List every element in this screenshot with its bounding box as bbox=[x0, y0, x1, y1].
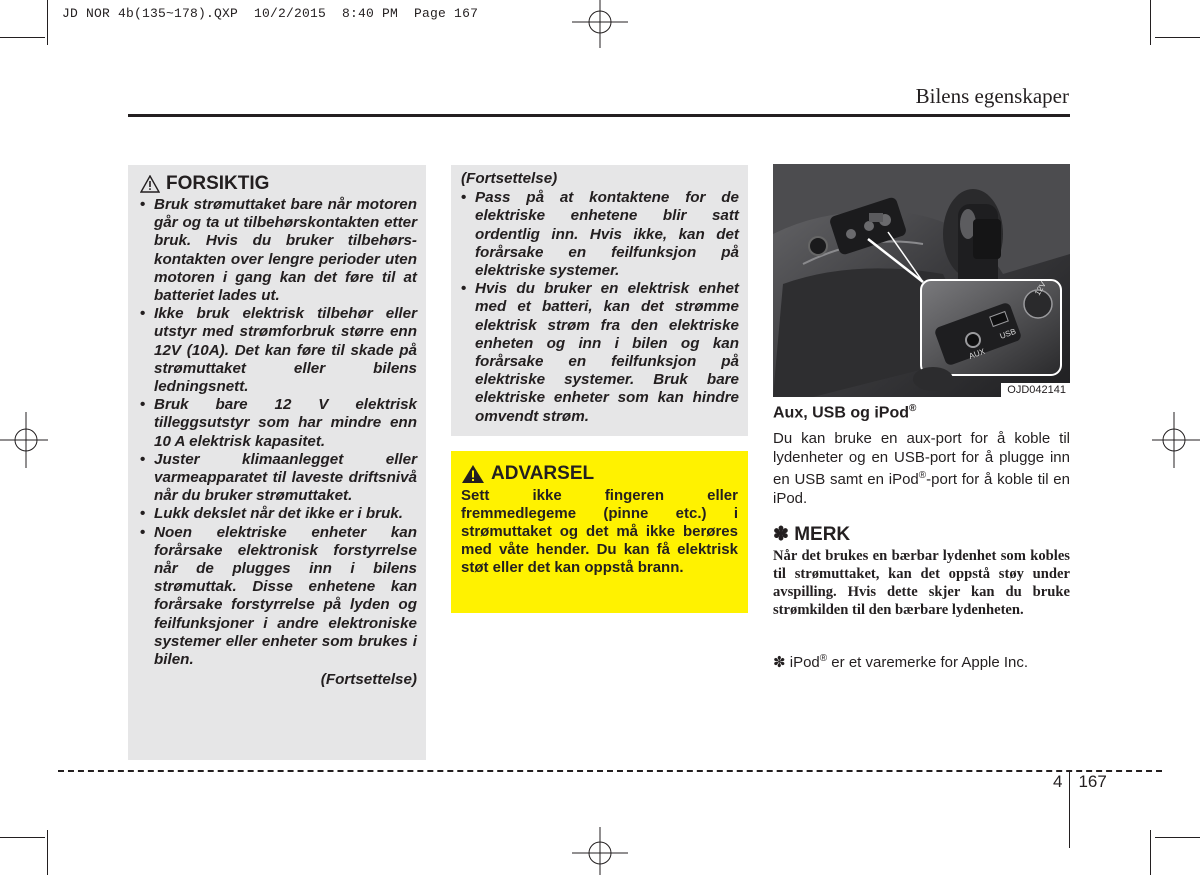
figure-code: OJD042141 bbox=[1001, 383, 1070, 397]
list-item: • Hvis du bruker en elektrisk enhet med et batteri, kan det strømme elektrisk strøm fra den elektriske enheten og inn i bilen og kan forårsake en feilfunksjon på elektriske systemer. Bruk bare elektriske enheter som kan hindre omvendt strøm. bbox=[461, 280, 739, 426]
aux-usb-photo bbox=[773, 164, 1070, 397]
print-slug: JD NOR 4b(135~178).QXP 10/2/2015 8:40 PM Page 167 bbox=[62, 6, 479, 21]
warning-heading bbox=[461, 463, 738, 485]
warning-box bbox=[451, 451, 748, 613]
page-header-title: Bilens egenskaper bbox=[915, 84, 1069, 108]
warning-heading-text: ADVARSEL bbox=[491, 463, 595, 484]
list-item: • Ikke bruk elektrisk tilbehør eller utstyr med strømforbruk større enn 12V (10A). Det kan føre til skade på strømuttaket eller bilens ledningsnett. bbox=[140, 305, 417, 396]
caution-list bbox=[140, 196, 417, 669]
section-title: Aux, USB og iPod® bbox=[773, 403, 917, 422]
warning-text: Sett ikke fingeren eller fremmedlegeme (pinne etc.) i strømuttaket og det må ikke berøres med våte hender. Du kan få elektrisk støt eller det kan oppstå brann. bbox=[461, 487, 738, 576]
chapter-number: 4 bbox=[1053, 772, 1063, 791]
page-number-divider bbox=[1069, 772, 1070, 848]
header-rule bbox=[128, 114, 1070, 117]
caution-heading bbox=[140, 173, 417, 195]
list-item: • Bruk bare 12 V elektrisk tilleggsutstyr som har mindre enn 10 A elektrisk kapasitet. bbox=[140, 396, 417, 451]
section-body: Du kan bruke en aux-port for å koble til lydenheter og en USB-port for å plugge inn en USB samt en iPod®-port for å koble til en iPod. bbox=[773, 430, 1070, 507]
list-item: • Bruk strømuttaket bare når motoren går og ta ut tilbehørskontakten etter bruk. Hvis du bruker tilbehørs-kontakten over lengre perioder uten motoren i gang kan det føre til at batteriet lades ut. bbox=[140, 196, 417, 305]
list-item: • Lukk dekslet når det ikke er i bruk. bbox=[140, 505, 417, 523]
aux-label: AUX bbox=[967, 346, 987, 361]
page-number bbox=[1053, 772, 1107, 848]
continuation-list bbox=[461, 189, 739, 426]
list-item: • Pass på at kontaktene for de elektriske enhetene blir satt ordentlig inn. Hvis ikke, kan det forårsake en feilfunksjon på elektriske systemer. bbox=[461, 189, 739, 280]
caution-triangle-icon bbox=[140, 175, 160, 193]
page-number-value: 167 bbox=[1078, 772, 1107, 791]
note-text: Når det brukes en bærbar lydenhet som kobles til strømuttaket, kan det oppstå støy under avspilling. Hvis dette skjer kan du bruke strømkilden til den bærbare lydenheten. bbox=[773, 548, 1070, 618]
continuation-label: (Fortsettelse) bbox=[461, 170, 558, 187]
caution-box bbox=[128, 165, 426, 760]
registration-mark-top bbox=[560, 0, 640, 48]
footer-rule bbox=[58, 770, 1162, 772]
warning-triangle-icon bbox=[461, 464, 485, 484]
volt-label: 12V bbox=[1032, 280, 1048, 297]
list-item: • Juster klimaanlegget eller varmeapparatet til laveste driftsnivå når du bruker strømuttaket. bbox=[140, 451, 417, 506]
registration-mark-bottom bbox=[560, 827, 640, 875]
registration-mark-left bbox=[0, 400, 48, 480]
caution-heading-text: FORSIKTIG bbox=[166, 173, 270, 194]
trademark-note: ✽ iPod® er et varemerke for Apple Inc. bbox=[773, 653, 1029, 671]
console-illustration bbox=[773, 164, 1070, 397]
registration-mark-right bbox=[1152, 400, 1200, 480]
note-heading: ✽ MERK bbox=[773, 524, 851, 545]
continued-label: (Fortsettelse) bbox=[320, 671, 417, 689]
continuation-box bbox=[451, 165, 748, 436]
list-item: • Noen elektriske enheter kan forårsake elektronisk forstyrrelse når de plugges inn i bilens strømuttak. Disse enhetene kan forårsake forstyrrelse på lyden og feilfunksjoner i andre elektroniske systemer eller enheter som brukes i bilen. bbox=[140, 524, 417, 670]
usb-label: USB bbox=[998, 326, 1018, 341]
